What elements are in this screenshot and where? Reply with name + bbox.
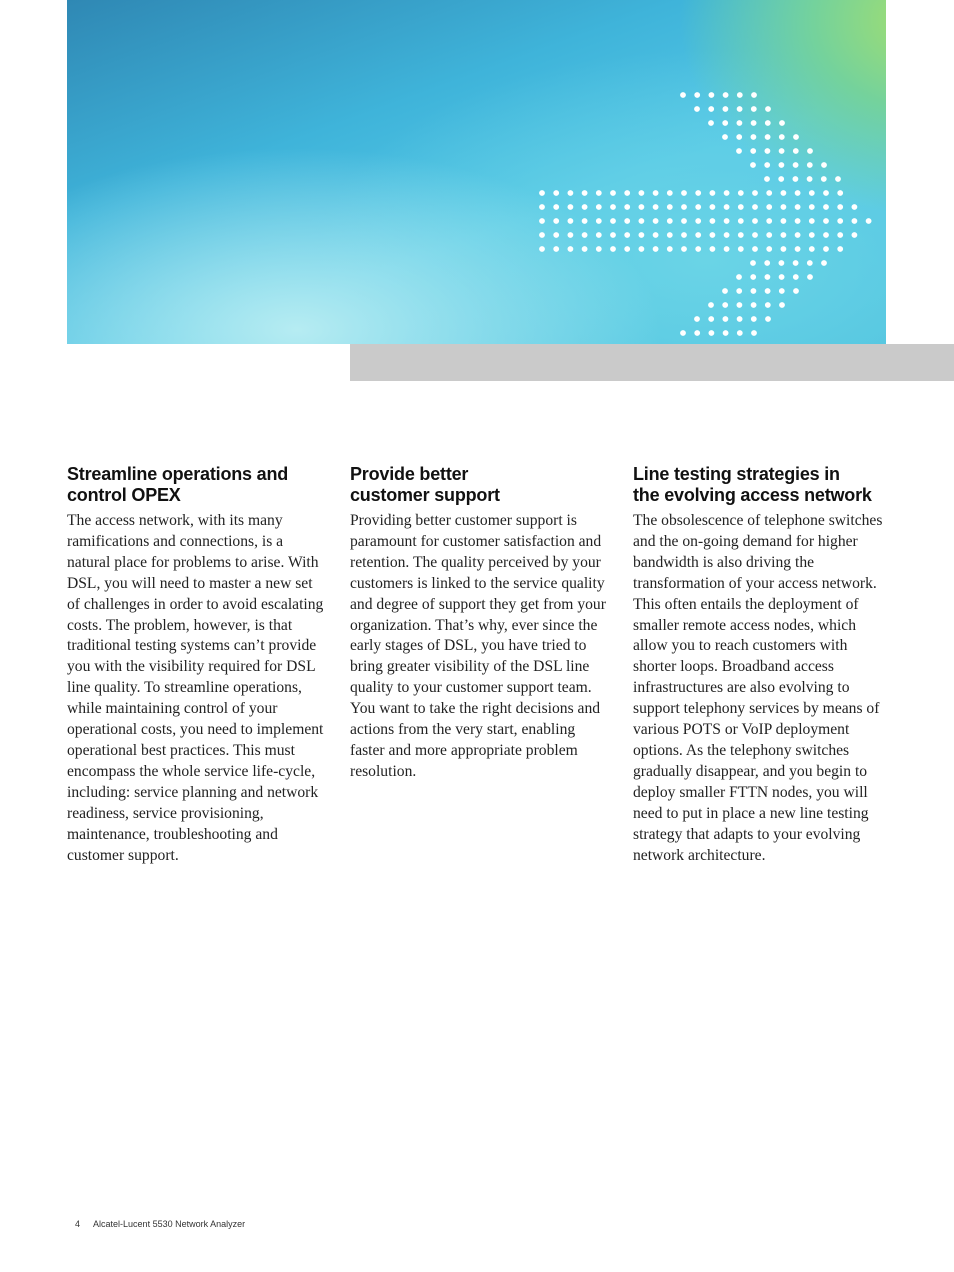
heading-line: customer support <box>350 485 500 505</box>
arrow-dot <box>795 232 801 238</box>
arrow-dot <box>764 176 770 182</box>
arrow-dot <box>793 274 799 280</box>
arrow-dot <box>766 190 772 196</box>
arrow-dot <box>809 218 815 224</box>
arrow-dot <box>596 232 602 238</box>
arrow-dot <box>667 204 673 210</box>
arrow-dot <box>710 204 716 210</box>
arrow-dot <box>736 134 742 140</box>
arrow-dot <box>793 176 799 182</box>
arrow-dot <box>736 288 742 294</box>
arrow-dot <box>852 204 858 210</box>
arrow-dot <box>724 204 730 210</box>
arrow-dot <box>837 246 843 252</box>
arrow-dot <box>681 204 687 210</box>
arrow-dot <box>722 302 728 308</box>
arrow-dot <box>553 246 559 252</box>
arrow-dot <box>722 288 728 294</box>
arrow-dot <box>610 246 616 252</box>
arrow-dot <box>582 204 588 210</box>
arrow-dot <box>539 218 545 224</box>
arrow-dot <box>750 274 756 280</box>
arrow-dot <box>681 190 687 196</box>
arrow-dot <box>539 246 545 252</box>
arrow-dot <box>596 204 602 210</box>
arrow-dot <box>793 134 799 140</box>
arrow-dot <box>708 120 714 126</box>
arrow-dot <box>624 204 630 210</box>
page-footer <box>75 1219 245 1229</box>
arrow-dot <box>624 246 630 252</box>
arrow-dot <box>694 316 700 322</box>
arrow-dot <box>624 190 630 196</box>
arrow-dot <box>639 246 645 252</box>
arrow-dot <box>610 190 616 196</box>
arrow-dot <box>723 330 729 336</box>
arrow-dot <box>737 92 743 98</box>
arrow-dot <box>751 302 757 308</box>
arrow-dot <box>781 190 787 196</box>
arrow-dot <box>695 218 701 224</box>
arrow-dot <box>596 246 602 252</box>
arrow-dot <box>639 190 645 196</box>
arrow-dot <box>553 190 559 196</box>
arrow-dot <box>653 204 659 210</box>
arrow-dot <box>724 218 730 224</box>
arrow-dot <box>738 204 744 210</box>
arrow-dot <box>852 218 858 224</box>
arrow-dot <box>809 190 815 196</box>
arrow-dot <box>795 190 801 196</box>
arrow-dot <box>835 176 841 182</box>
heading-line: Provide better <box>350 464 469 484</box>
arrow-dot <box>766 246 772 252</box>
arrow-dot <box>765 120 771 126</box>
dot-arrow-graphic <box>67 0 886 344</box>
arrow-dot <box>737 120 743 126</box>
arrow-dot <box>695 232 701 238</box>
arrow-dot <box>793 162 799 168</box>
arrow-dot <box>724 232 730 238</box>
arrow-dot <box>765 316 771 322</box>
arrow-dot <box>681 232 687 238</box>
arrow-dot <box>751 134 757 140</box>
arrow-dot <box>694 106 700 112</box>
arrow-dot <box>807 162 813 168</box>
arrow-dot <box>667 246 673 252</box>
arrow-dot <box>582 246 588 252</box>
arrow-dot <box>779 162 785 168</box>
arrow-dot <box>695 190 701 196</box>
arrow-dot <box>781 232 787 238</box>
arrow-dot <box>582 190 588 196</box>
arrow-dot <box>722 134 728 140</box>
arrow-dot <box>582 218 588 224</box>
footer-product-name: Alcatel-Lucent 5530 Network Analyzer <box>93 1219 246 1229</box>
column-line-testing <box>633 464 893 866</box>
arrow-dot <box>653 190 659 196</box>
arrow-dot <box>752 190 758 196</box>
arrow-dot <box>807 260 813 266</box>
arrow-dot <box>866 218 872 224</box>
arrow-dot <box>723 316 729 322</box>
arrow-dot <box>764 260 770 266</box>
arrow-dot <box>681 218 687 224</box>
arrow-dot <box>837 232 843 238</box>
arrow-dot <box>765 134 771 140</box>
arrow-dot <box>764 162 770 168</box>
arrow-dot <box>781 218 787 224</box>
arrow-dot <box>610 204 616 210</box>
arrow-dot <box>539 204 545 210</box>
arrow-dot <box>639 204 645 210</box>
arrow-dot <box>708 106 714 112</box>
arrow-dot <box>765 148 771 154</box>
arrow-dot <box>823 232 829 238</box>
arrow-dot <box>736 274 742 280</box>
arrow-dot <box>724 190 730 196</box>
arrow-dot <box>751 288 757 294</box>
column-heading <box>633 464 893 506</box>
arrow-dot <box>779 134 785 140</box>
arrow-dot <box>823 190 829 196</box>
arrow-dot <box>667 232 673 238</box>
arrow-dot <box>837 190 843 196</box>
arrow-dot <box>809 246 815 252</box>
arrow-dot <box>553 204 559 210</box>
arrow-dot <box>568 246 574 252</box>
arrow-dot <box>680 92 686 98</box>
column-heading <box>67 464 327 506</box>
heading-line: control OPEX <box>67 485 181 505</box>
arrow-dot <box>751 92 757 98</box>
arrow-dot <box>779 274 785 280</box>
arrow-dot <box>653 218 659 224</box>
arrow-dot <box>639 218 645 224</box>
arrow-dot <box>766 204 772 210</box>
arrow-dot <box>837 218 843 224</box>
arrow-dot <box>852 232 858 238</box>
arrow-dot <box>568 190 574 196</box>
arrow-dot <box>793 288 799 294</box>
arrow-dot <box>779 288 785 294</box>
arrow-dot <box>709 92 715 98</box>
arrow-dot <box>553 218 559 224</box>
arrow-dot <box>738 190 744 196</box>
arrow-dot <box>710 246 716 252</box>
arrow-dot <box>750 148 756 154</box>
arrow-dot <box>766 218 772 224</box>
arrow-dot <box>667 218 673 224</box>
arrow-dot <box>539 232 545 238</box>
arrow-dot <box>751 106 757 112</box>
arrow-dot <box>837 204 843 210</box>
heading-line: Streamline operations and <box>67 464 289 484</box>
arrow-dot <box>738 232 744 238</box>
arrow-dot <box>795 204 801 210</box>
arrow-dot <box>708 302 714 308</box>
arrow-dot <box>751 120 757 126</box>
arrow-dot <box>779 120 785 126</box>
heading-line: the evolving access network <box>633 485 872 505</box>
arrow-dot <box>539 190 545 196</box>
arrow-dot <box>596 218 602 224</box>
arrow-dot <box>667 190 673 196</box>
arrow-dot <box>765 302 771 308</box>
arrow-dot <box>694 92 700 98</box>
arrow-dot <box>752 232 758 238</box>
column-streamline-operations <box>67 464 327 866</box>
arrow-dot <box>779 148 785 154</box>
arrow-dot <box>568 204 574 210</box>
arrow-dot <box>807 148 813 154</box>
arrow-dot <box>710 190 716 196</box>
arrow-dot <box>737 302 743 308</box>
arrow-dot <box>710 232 716 238</box>
arrow-dot <box>809 204 815 210</box>
arrow-dot <box>737 106 743 112</box>
column-body: Providing better customer support is paramount for customer satisfaction and retention. The quality perceived by your customers is linked to the service quality and degree of support they get from your organization. That’s why, ever since the early stages of DSL, you have tried to bring greater visibility of the DSL line quality to your customer support team. You want to take the right decisions and actions from the very start, enabling faster and more appropriate problem resolution. <box>350 512 606 780</box>
column-body: The obsolescence of telephone switches and the on-going demand for higher bandwidth is also driving the transformation of your access network. This often entails the deployment of smaller remote access nodes, which allow you to reach customers with shorter loops. Broadband access infrastructures are also evolving to support telephony services by means of various POTS or VoIP deployment options. As the telephony switches gradually disappear, and you begin to deploy smaller FTTN nodes, you will need to put in place a new line testing strategy that adapts to your evolving network architecture. <box>633 512 883 864</box>
arrow-dot <box>750 162 756 168</box>
arrow-dot <box>752 218 758 224</box>
arrow-dot <box>793 148 799 154</box>
arrow-dot <box>779 302 785 308</box>
arrow-dot <box>723 92 729 98</box>
arrow-dot <box>795 218 801 224</box>
arrow-dot <box>778 176 784 182</box>
arrow-dot <box>610 232 616 238</box>
arrow-dot <box>807 176 813 182</box>
arrow-dot <box>781 246 787 252</box>
arrow-dot <box>793 260 799 266</box>
arrow-dot <box>781 204 787 210</box>
arrow-dot <box>807 274 813 280</box>
arrow-dot <box>750 260 756 266</box>
arrow-dot <box>624 218 630 224</box>
arrow-dot <box>596 190 602 196</box>
column-heading <box>350 464 612 506</box>
arrow-dot <box>653 246 659 252</box>
arrow-dot <box>722 120 728 126</box>
arrow-dot <box>821 260 827 266</box>
arrow-dot <box>821 162 827 168</box>
arrow-dot <box>765 288 771 294</box>
arrow-dot <box>680 330 686 336</box>
arrow-dot <box>751 316 757 322</box>
arrow-dot <box>821 176 827 182</box>
arrow-dot <box>737 330 743 336</box>
arrow-dot <box>823 218 829 224</box>
arrow-dot <box>724 246 730 252</box>
page-number: 4 <box>75 1219 81 1229</box>
arrow-dot <box>553 232 559 238</box>
arrow-dot <box>738 218 744 224</box>
arrow-dot <box>695 246 701 252</box>
arrow-dot <box>738 246 744 252</box>
arrow-dot <box>823 204 829 210</box>
arrow-dot <box>751 330 757 336</box>
arrow-dot <box>582 232 588 238</box>
heading-line: Line testing strategies in <box>633 464 840 484</box>
arrow-dot <box>709 330 715 336</box>
arrow-dot <box>624 232 630 238</box>
arrow-dot <box>568 232 574 238</box>
arrow-dot <box>568 218 574 224</box>
arrow-dot <box>695 204 701 210</box>
gray-accent-bar <box>350 344 954 381</box>
arrow-dot <box>708 316 714 322</box>
arrow-dot <box>752 246 758 252</box>
arrow-dot <box>765 106 771 112</box>
arrow-dot <box>710 218 716 224</box>
arrow-dot <box>723 106 729 112</box>
arrow-dot <box>795 246 801 252</box>
arrow-dot <box>752 204 758 210</box>
column-customer-support <box>350 464 612 783</box>
arrow-dot <box>765 274 771 280</box>
arrow-dot <box>736 148 742 154</box>
arrow-dot <box>694 330 700 336</box>
arrow-dot <box>779 260 785 266</box>
arrow-dot <box>823 246 829 252</box>
arrow-dot <box>766 232 772 238</box>
arrow-dot <box>809 232 815 238</box>
arrow-dot <box>639 232 645 238</box>
arrow-dot <box>610 218 616 224</box>
arrow-dot <box>737 316 743 322</box>
arrow-dot <box>681 246 687 252</box>
column-body: The access network, with its many ramifications and connections, is a natural place for problems to arise. With DSL, you will need to master a new set of challenges in order to avoid escalating costs. The problem, however, is that traditional testing systems can’t provide you with the visibility required for DSL line quality. To streamline operations, while maintaining control of your operational costs, you need to implement operational best practices. This must encompass the whole service life-cycle, including: service planning and network readiness, service provisioning, maintenance, troubleshooting and customer support. <box>67 512 324 864</box>
hero-banner <box>67 0 886 344</box>
arrow-dot <box>653 232 659 238</box>
